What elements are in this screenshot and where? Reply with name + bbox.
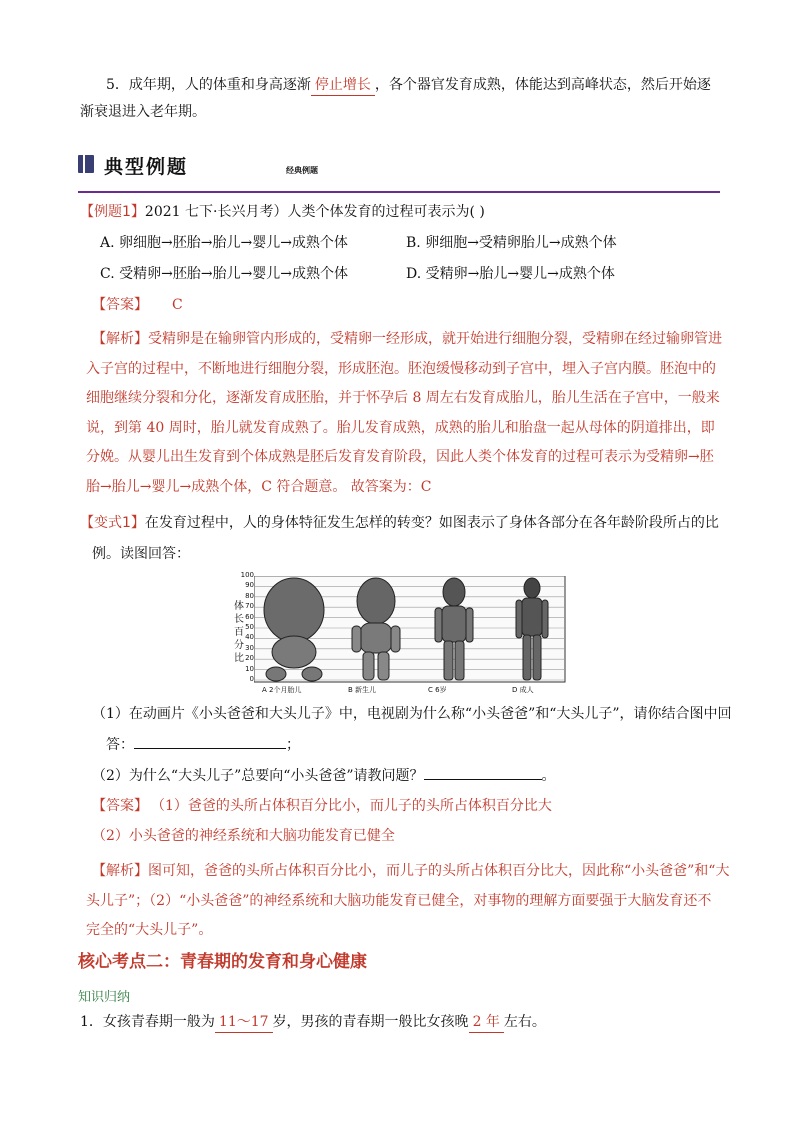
child-leg-right xyxy=(455,641,464,680)
item5-prefix: 5．成年期，人的体重和身高逐渐 xyxy=(106,77,311,93)
variant1-answer-line2: （2）小头爸爸的神经系统和大脑功能发育已健全 xyxy=(92,828,395,844)
newborn-head xyxy=(357,578,395,624)
q1-prefix: 答： xyxy=(106,737,134,753)
adult-arm-right xyxy=(542,600,548,638)
example1-answer-line xyxy=(92,295,183,315)
section2-subtitle: 知识归纳 xyxy=(78,990,131,1005)
q2-prefix: （2）为什么“大头儿子”总要向“小头爸爸”请教问题？ xyxy=(92,768,424,784)
variant1-analysis-tag: 【解析】 xyxy=(92,863,148,879)
analysis-line: 胎→胎儿→婴儿→成熟个体，C 符合题意。 故答案为：C xyxy=(86,478,432,495)
adult-torso xyxy=(522,598,542,636)
variant1-answer-tag: 【答案】 xyxy=(92,798,148,814)
caption-c: C 6岁 xyxy=(428,686,447,694)
caption-b: B 新生儿 xyxy=(348,686,377,694)
section-header-title: 典型例题 xyxy=(104,156,189,178)
newborn-arm-right xyxy=(391,626,400,652)
q2-answer-blank[interactable] xyxy=(424,765,542,780)
caption-d: D 成人 xyxy=(512,686,534,694)
item1-fill1: 11～17 xyxy=(215,1012,273,1033)
newborn-arm-left xyxy=(352,626,361,652)
option-d: D. 受精卵→胎儿→婴儿→成熟个体 xyxy=(406,266,615,282)
child-torso xyxy=(442,606,466,642)
y-tick-label: 70 xyxy=(245,602,254,611)
analysis-line: 说，到第 40 周时，胎儿就发育成熟了。胎儿发育成熟，成熟的胎儿和胎盘一起从母体的阴道排出，即 xyxy=(86,419,715,436)
item5-suffix: ，各个器官发育成熟，体能达到高峰状态，然后开始逐 xyxy=(374,77,711,93)
variant1-analysis xyxy=(86,857,730,946)
newborn-leg-left xyxy=(363,652,374,680)
y-tick-label: 90 xyxy=(245,581,254,590)
section2-item1 xyxy=(80,1012,546,1033)
example1-stem: 2021 七下·长兴月考）人类个体发育的过程可表示为( ) xyxy=(144,204,485,220)
fetus-body xyxy=(272,636,316,668)
analysis-line: 头儿子”；（2）“小头爸爸”的神经系统和大脑功能发育已健全，对事物的理解方面要强于大脑发育还不 xyxy=(86,892,712,909)
item5-line1 xyxy=(106,75,711,96)
caption-a: A 2个月胎儿 xyxy=(262,686,302,694)
variant1-tag: 【变式1】 xyxy=(80,515,145,531)
variant1-answer1: （1）爸爸的头所占体积百分比小，而儿子的头所占体积百分比大 xyxy=(158,798,552,814)
child-head xyxy=(443,578,465,606)
fetus-leg-right xyxy=(302,667,322,681)
analysis-line: 入子宫的过程中，不断地进行细胞分裂，形成胚泡。胚泡缓慢移动到子宫中，埋入子宫内膜。胚泡中的 xyxy=(86,360,716,377)
analysis-line: 完全的“大头儿子”。 xyxy=(86,922,213,938)
y-tick-label: 80 xyxy=(245,591,254,600)
adult-leg-right xyxy=(533,635,541,680)
analysis-line: 细胞继续分裂和分化，逐渐发育成胚胎，并于怀孕后 8 周左右发育成胎儿，胎儿生活在子宫中，一般来 xyxy=(86,390,720,406)
figure-svg xyxy=(254,576,566,684)
analysis-line: 分娩。从婴儿出生发育到个体成熟是胚后发育发育阶段，因此人类个体发育的过程可表示为受精卵→胚 xyxy=(86,449,714,465)
section2-title: 核心考点二：青春期的发育和身心健康 xyxy=(78,952,367,972)
option-a: A. 卵细胞→胚胎→胎儿→婴儿→成熟个体 xyxy=(100,235,348,251)
y-tick-label: 10 xyxy=(245,664,254,673)
example1-answer: C xyxy=(172,297,183,313)
variant1-text: 在发育过程中，人的身体特征发生怎样的转变？如图表示了身体各部分在各年龄阶段所占的比 xyxy=(144,515,719,531)
body-proportion-figure xyxy=(228,571,566,698)
q1-answer-blank[interactable] xyxy=(134,734,286,749)
variant1-q1-line2 xyxy=(106,734,300,755)
item5-fill: 停止增长 xyxy=(311,75,375,96)
fetus-leg-left xyxy=(266,667,286,681)
analysis-line: 受精卵是在输卵管内形成的，受精卵一经形成，就开始进行细胞分裂，受精卵在经过输卵管进 xyxy=(148,331,722,347)
figure-ylabel: 体长百分比 xyxy=(234,601,244,664)
option-b: B. 卵细胞→受精卵胎儿→成熟个体 xyxy=(406,235,617,251)
y-tick-label: 50 xyxy=(245,623,254,631)
variant1-line1 xyxy=(80,513,719,533)
example1-answer-tag: 【答案】 xyxy=(92,297,148,313)
q2-suffix: 。 xyxy=(541,768,556,784)
variant1-line2: 例。读图回答： xyxy=(92,546,190,562)
y-tick-label: 100 xyxy=(240,571,254,579)
variant1-q2 xyxy=(92,765,556,786)
analysis-line: 图可知，爸爸的头所占体积百分比小，而儿子的头所占体积百分比大，因此称“小头爸爸”和“大 xyxy=(148,863,730,879)
section-header-subtitle: 经典例题 xyxy=(286,165,318,175)
adult-head xyxy=(524,578,540,598)
y-tick-label: 20 xyxy=(245,654,254,663)
child-arm-right xyxy=(466,608,473,642)
adult-arm-left xyxy=(516,600,522,638)
y-tick-label: 30 xyxy=(245,643,254,652)
newborn-leg-right xyxy=(378,652,389,680)
header-divider xyxy=(78,191,720,193)
variant1-answer-line1 xyxy=(92,796,552,816)
newborn-torso xyxy=(360,623,392,653)
item5-line2: 渐衰退进入老年期。 xyxy=(80,104,206,120)
example1-analysis xyxy=(86,325,722,502)
child-arm-left xyxy=(435,608,442,642)
item1-fill2: 2 年 xyxy=(469,1012,504,1033)
q1-suffix: ； xyxy=(286,737,300,753)
book-icon xyxy=(78,155,94,173)
option-c: C. 受精卵→胚胎→胎儿→婴儿→成熟个体 xyxy=(100,266,349,282)
item1-mid: 岁，男孩的青春期一般比女孩晚 xyxy=(272,1014,469,1030)
y-tick-label: 0 xyxy=(249,675,254,683)
adult-leg-left xyxy=(523,635,531,680)
example1-stem-line xyxy=(80,202,485,222)
y-tick-label: 60 xyxy=(245,612,254,621)
child-leg-left xyxy=(444,641,453,680)
item1-prefix: 1．女孩青春期一般为 xyxy=(80,1014,215,1030)
fetus-head xyxy=(264,578,324,642)
variant1-q1-line1: （1）在动画片《小头爸爸和大头儿子》中，电视剧为什么称“小头爸爸”和“大头儿子”，请你结合图中回 xyxy=(92,706,732,722)
item1-suffix: 左右。 xyxy=(503,1014,546,1030)
example1-tag: 【例题1】 xyxy=(80,204,145,220)
example1-analysis-tag: 【解析】 xyxy=(92,331,148,347)
y-tick-label: 40 xyxy=(245,633,254,642)
